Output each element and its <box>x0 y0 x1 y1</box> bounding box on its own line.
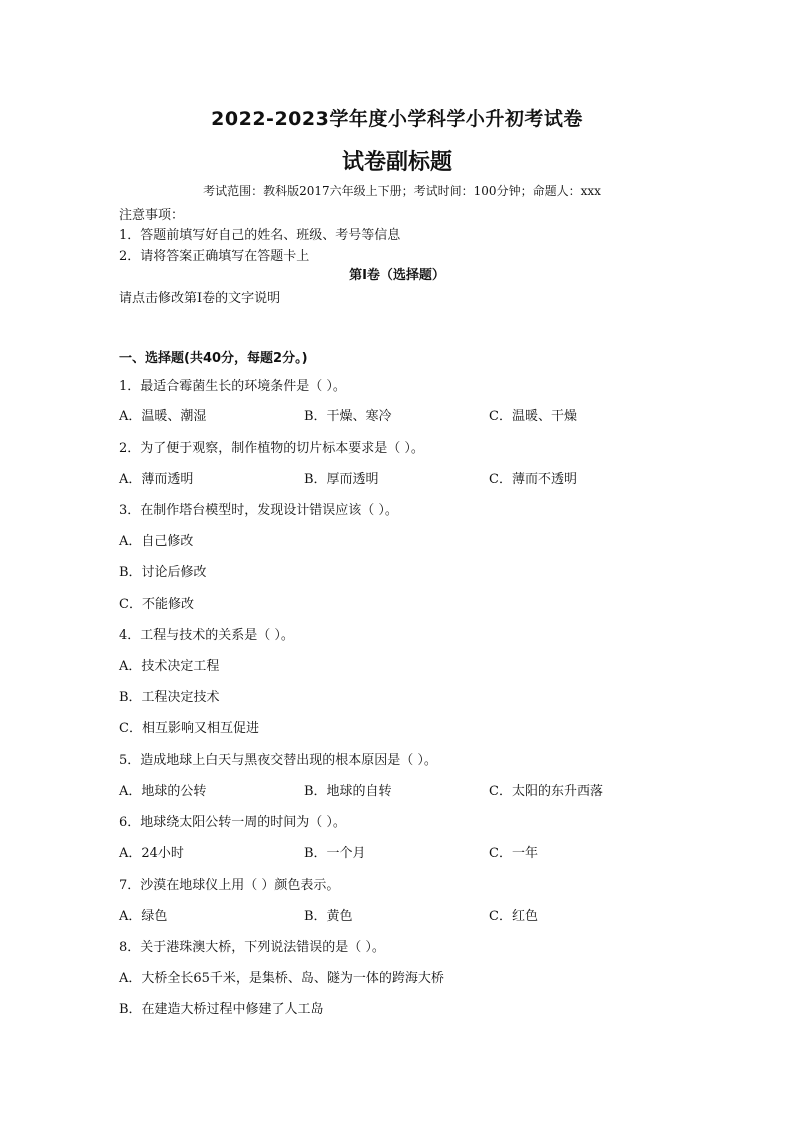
option: B．地球的自转 <box>304 784 392 799</box>
option: A．24小时 <box>119 846 184 861</box>
part-heading: 一、选择题(共40分，每题2分。) <box>119 351 308 366</box>
question-stem: 2．为了便于观察，制作植物的切片标本要求是（ ）。 <box>119 441 424 456</box>
section-title: 第I卷（选择题） <box>349 268 445 283</box>
question-stem: 5．造成地球上白天与黑夜交替出现的根本原因是（ ）。 <box>119 753 437 768</box>
option: A．温暖、潮湿 <box>119 409 207 424</box>
question-stem: 1．最适合霉菌生长的环境条件是（ ）。 <box>119 379 346 394</box>
option: B．厚而透明 <box>304 472 379 487</box>
option: A．薄而透明 <box>119 472 194 487</box>
option: C．相互影响又相互促进 <box>119 721 259 736</box>
exam-title: 2022-2023学年度小学科学小升初考试卷 <box>211 108 583 130</box>
exam-subtitle: 试卷副标题 <box>341 150 452 175</box>
question-stem: 8．关于港珠澳大桥，下列说法错误的是（ ）。 <box>119 940 385 955</box>
option: A．自己修改 <box>119 534 194 549</box>
option: A．绿色 <box>119 909 168 924</box>
option: C．薄而不透明 <box>489 472 577 487</box>
option: B．一个月 <box>304 846 366 861</box>
notes-heading: 注意事项： <box>119 208 185 223</box>
option: C．不能修改 <box>119 597 194 612</box>
option: B．讨论后修改 <box>119 565 207 580</box>
question-stem: 4．工程与技术的关系是（ ）。 <box>119 628 294 643</box>
question-stem: 7．沙漠在地球仪上用（ ）颜色表示。 <box>119 878 340 893</box>
option: C．一年 <box>489 846 538 861</box>
notes-item: 1．答题前填写好自己的姓名、班级、考号等信息 <box>119 228 401 243</box>
option: A．地球的公转 <box>119 784 207 799</box>
option: C．温暖、干燥 <box>489 409 577 424</box>
option: B．黄色 <box>304 909 353 924</box>
option: C．红色 <box>489 909 538 924</box>
exam-info: 考试范围：教科版2017六年级上下册；考试时间：100分钟；命题人：xxx <box>203 184 601 198</box>
option: B．工程决定技术 <box>119 690 220 705</box>
section-description[interactable]: 请点击修改第I卷的文字说明 <box>119 291 281 306</box>
option: B．干燥、寒冷 <box>304 409 392 424</box>
option: A．技术决定工程 <box>119 659 220 674</box>
option: B．在建造大桥过程中修建了人工岛 <box>119 1002 324 1017</box>
option: A．大桥全长65千米，是集桥、岛、隧为一体的跨海大桥 <box>119 971 444 986</box>
option: C．太阳的东升西落 <box>489 784 603 799</box>
question-stem: 6．地球绕太阳公转一周的时间为（ ）。 <box>119 815 346 830</box>
question-stem: 3．在制作塔台模型时，发现设计错误应该（ ）。 <box>119 503 398 518</box>
notes-item: 2．请将答案正确填写在答题卡上 <box>119 249 310 264</box>
